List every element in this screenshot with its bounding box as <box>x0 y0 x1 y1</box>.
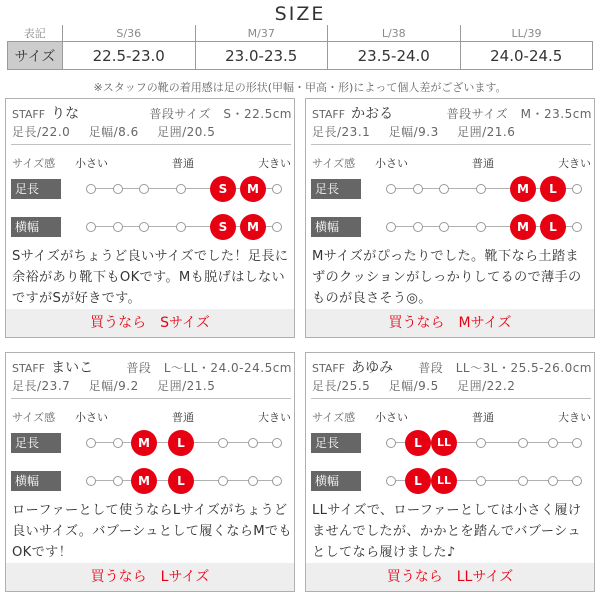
staff-name: かおる <box>351 106 394 122</box>
length-row-label: 足長 <box>311 433 361 453</box>
foot-girth: 足囲/22.2 <box>457 379 516 393</box>
usual-size-value: M・23.5cm <box>520 107 592 121</box>
scale-step-dot <box>248 476 258 486</box>
scale-step-dot <box>113 438 123 448</box>
usual-size-label: 普段サイズ <box>149 107 211 121</box>
size-table-cell: 22.5-23.0 <box>63 42 196 70</box>
usual-size-value: LL〜3L・25.5-26.0cm <box>455 361 592 375</box>
scale-step-dot <box>86 184 96 194</box>
scale-step-dot <box>113 184 123 194</box>
length-scale-row <box>306 176 595 202</box>
size-marker: M <box>131 430 157 456</box>
length-row-label: 足長 <box>311 179 361 199</box>
scale-large-label: 大きい <box>558 411 591 424</box>
scale-large-label: 大きい <box>558 157 591 170</box>
length-scale-row <box>6 430 295 456</box>
staff-card <box>305 98 595 338</box>
size-table-cell: 23.0-23.5 <box>195 42 328 70</box>
staff-header <box>12 357 292 375</box>
staff-card <box>5 98 295 338</box>
scale-step-dot <box>176 222 186 232</box>
usual-size <box>149 105 292 122</box>
scale-step-dot <box>386 476 396 486</box>
scale-large-label: 大きい <box>258 411 291 424</box>
usual-size-label: 普段 <box>126 361 152 375</box>
usual-size <box>126 359 292 376</box>
size-marker: L <box>405 430 431 456</box>
size-marker: LL <box>431 468 457 494</box>
scale-step-dot <box>272 476 282 486</box>
width-scale-row <box>306 214 595 240</box>
staff-label: STAFF <box>312 362 346 375</box>
size-table-header-cell: M/37 <box>195 25 328 42</box>
scale-header <box>12 409 292 423</box>
length-row-label: 足長 <box>11 179 61 199</box>
recommendation-banner: 買うなら Sサイズ <box>6 309 294 338</box>
scale-step-dot <box>86 438 96 448</box>
scale-section-label: サイズ感 <box>312 157 356 170</box>
size-marker: S <box>210 176 236 202</box>
scale-step-dot <box>272 222 282 232</box>
usual-size <box>447 105 592 122</box>
size-table-row-label: サイズ <box>8 42 63 70</box>
recommendation-banner: 買うなら Lサイズ <box>6 563 294 592</box>
scale-small-label: 小さい <box>375 157 408 170</box>
scale-step-dot <box>139 222 149 232</box>
staff-comment: Sサイズがちょうど良いサイズでした！足長に余裕があり靴下もOKです。Mも脱げはしないですがSが好きです。 <box>12 249 289 306</box>
scale-step-dot <box>476 438 486 448</box>
recommendation-banner: 買うなら LLサイズ <box>306 563 594 592</box>
width-scale-row <box>306 468 595 494</box>
usual-size-label: 普段 <box>418 361 444 375</box>
scale-step-dot <box>386 222 396 232</box>
scale-step-dot <box>218 476 228 486</box>
size-marker: L <box>540 176 566 202</box>
scale-small-label: 小さい <box>75 157 108 170</box>
size-marker: M <box>131 468 157 494</box>
scale-step-dot <box>413 222 423 232</box>
scale-step-dot <box>113 222 123 232</box>
staff-header <box>12 103 292 121</box>
foot-width: 足幅/9.5 <box>388 379 439 393</box>
scale-step-dot <box>548 476 558 486</box>
foot-girth: 足囲/21.6 <box>457 125 516 139</box>
scale-step-dot <box>439 222 449 232</box>
staff-label: STAFF <box>12 362 46 375</box>
width-row-label: 横幅 <box>311 217 361 237</box>
scale-small-label: 小さい <box>75 411 108 424</box>
scale-step-dot <box>113 476 123 486</box>
foot-length: 足長/22.0 <box>12 125 71 139</box>
size-table-header <box>8 25 593 42</box>
scale-step-dot <box>386 184 396 194</box>
usual-size <box>418 359 592 376</box>
scale-step-dot <box>476 476 486 486</box>
scale-step-dot <box>572 222 582 232</box>
size-table-header-cell: LL/39 <box>460 25 593 42</box>
foot-length: 足長/23.1 <box>312 125 371 139</box>
length-scale-row <box>306 430 595 456</box>
staff-comment: LLサイズで、ローファーとしては小さく履けませんでしたが、かかとを踏んでバブーシュとしてなら履けました♪ <box>312 503 582 560</box>
divider <box>311 144 591 145</box>
size-marker: M <box>240 176 266 202</box>
scale-step-dot <box>476 222 486 232</box>
page-title: SIZE <box>274 3 326 25</box>
scale-step-dot <box>572 476 582 486</box>
scale-step-dot <box>476 184 486 194</box>
foot-width: 足幅/8.6 <box>88 125 139 139</box>
usual-size-value: L〜LL・24.0-24.5cm <box>163 361 292 375</box>
foot-length: 足長/23.7 <box>12 379 71 393</box>
foot-length: 足長/25.5 <box>312 379 371 393</box>
staff-label: STAFF <box>312 108 346 121</box>
scale-step-dot <box>86 476 96 486</box>
scale-step-dot <box>272 438 282 448</box>
scale-normal-label: 普通 <box>172 157 194 170</box>
scale-section-label: サイズ感 <box>12 157 56 170</box>
usual-size-label: 普段サイズ <box>446 107 509 121</box>
size-table-cell: 24.0-24.5 <box>460 42 593 70</box>
width-row-label: 横幅 <box>11 471 61 491</box>
fit-disclaimer-note: ※スタッフの靴の着用感は足の形状(甲幅・甲高・形)によって個人差がございます。 <box>93 81 507 94</box>
scale-step-dot <box>413 184 423 194</box>
scale-section-label: サイズ感 <box>12 411 56 424</box>
scale-normal-label: 普通 <box>172 411 194 424</box>
width-row-label: 横幅 <box>11 217 61 237</box>
foot-width: 足幅/9.2 <box>88 379 139 393</box>
foot-measurements <box>12 377 292 394</box>
size-marker: L <box>405 468 431 494</box>
size-table-row <box>8 42 593 70</box>
staff-card <box>305 352 595 592</box>
scale-step-dot <box>572 184 582 194</box>
length-row-label: 足長 <box>11 433 61 453</box>
staff-name: りな <box>51 106 80 122</box>
width-scale-row <box>6 214 295 240</box>
scale-step-dot <box>86 222 96 232</box>
size-table-header-cell: 表記 <box>8 25 63 42</box>
width-row-label: 横幅 <box>311 471 361 491</box>
staff-name: まいこ <box>51 360 94 376</box>
foot-measurements <box>312 123 592 140</box>
scale-large-label: 大きい <box>258 157 291 170</box>
size-marker: L <box>168 468 194 494</box>
scale-step-dot <box>572 438 582 448</box>
length-scale-row <box>6 176 295 202</box>
scale-small-label: 小さい <box>375 411 408 424</box>
scale-step-dot <box>218 438 228 448</box>
scale-normal-label: 普通 <box>472 157 494 170</box>
size-marker: L <box>168 430 194 456</box>
size-table-cell: 23.5-24.0 <box>328 42 461 70</box>
staff-header <box>312 357 592 375</box>
width-scale-row <box>6 468 295 494</box>
staff-card <box>5 352 295 592</box>
scale-header <box>312 409 592 423</box>
scale-step-dot <box>176 184 186 194</box>
foot-measurements <box>12 123 292 140</box>
size-table-header-cell: S/36 <box>63 25 196 42</box>
divider <box>311 398 591 399</box>
divider <box>11 144 291 145</box>
size-marker: S <box>210 214 236 240</box>
size-table <box>7 25 593 70</box>
scale-step-dot <box>518 438 528 448</box>
scale-step-dot <box>272 184 282 194</box>
scale-step-dot <box>386 438 396 448</box>
staff-comment: Mサイズがぴったりでした。靴下なら土踏まずのクッションがしっかりしてるので薄手のものが良さそう◎。 <box>312 249 582 306</box>
staff-name: あゆみ <box>351 360 394 376</box>
foot-measurements <box>312 377 592 394</box>
staff-header <box>312 103 592 121</box>
scale-section-label: サイズ感 <box>312 411 356 424</box>
foot-width: 足幅/9.3 <box>388 125 439 139</box>
size-marker: M <box>240 214 266 240</box>
size-marker: M <box>510 214 536 240</box>
staff-comment: ローファーとして使うならLサイズがちょうど良いサイズ。バブーシュとして履くならMでもOKです！ <box>12 503 292 560</box>
scale-header <box>312 155 592 169</box>
scale-step-dot <box>439 184 449 194</box>
scale-header <box>12 155 292 169</box>
scale-step-dot <box>518 476 528 486</box>
size-table-header-cell: L/38 <box>328 25 461 42</box>
size-marker: M <box>510 176 536 202</box>
size-marker: L <box>540 214 566 240</box>
usual-size-value: S・22.5cm <box>223 107 292 121</box>
recommendation-banner: 買うなら Mサイズ <box>306 309 594 338</box>
divider <box>11 398 291 399</box>
foot-girth: 足囲/21.5 <box>157 379 216 393</box>
scale-normal-label: 普通 <box>472 411 494 424</box>
scale-step-dot <box>139 184 149 194</box>
size-marker: LL <box>431 430 457 456</box>
staff-label: STAFF <box>12 108 46 121</box>
foot-girth: 足囲/20.5 <box>157 125 216 139</box>
scale-step-dot <box>248 438 258 448</box>
scale-step-dot <box>548 438 558 448</box>
